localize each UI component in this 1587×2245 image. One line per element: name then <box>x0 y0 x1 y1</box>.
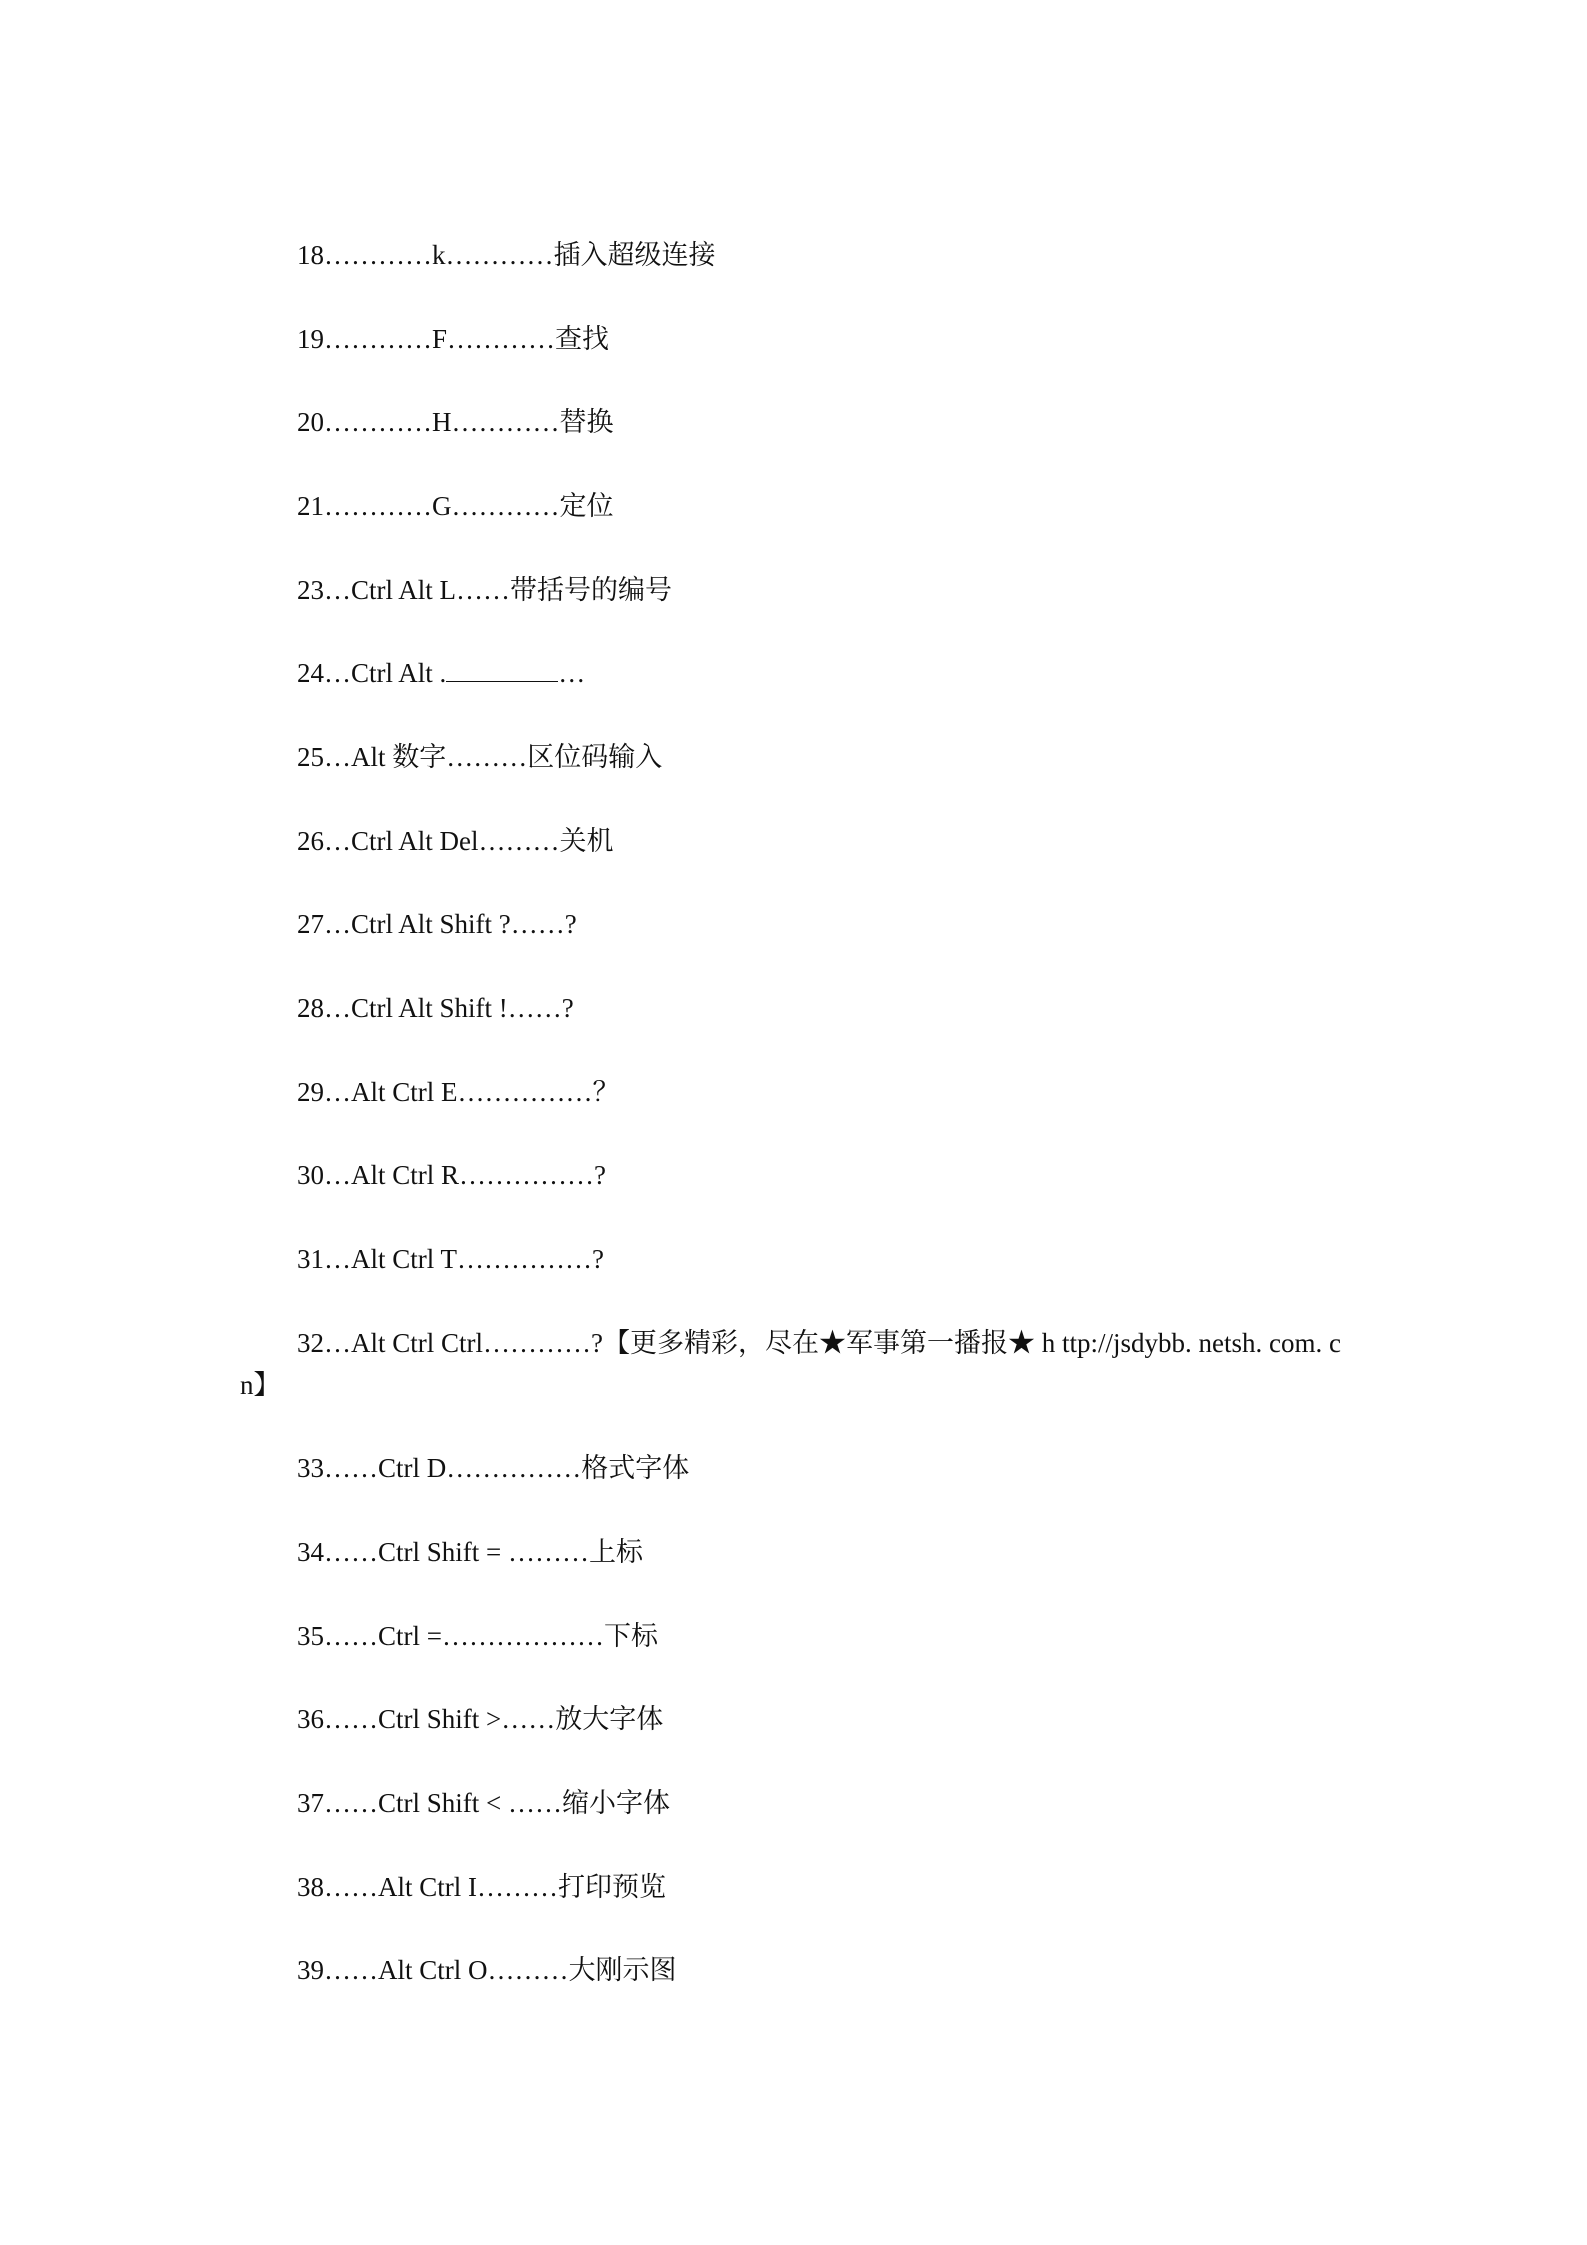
shortcut-line-36: 36……Ctrl Shift >……放大字体 <box>297 1704 664 1734</box>
shortcut-line-39: 39……Alt Ctrl O………大刚示图 <box>297 1955 677 1985</box>
shortcut-line-26: 26…Ctrl Alt Del………关机 <box>297 826 614 856</box>
shortcut-line-32-with-ad: 32…Alt Ctrl Ctrl…………?【更多精彩，尽在★军事第一播报★ h ttp://jsdybb. netsh. com. cn】 <box>240 1328 1341 1400</box>
shortcut-line-38: 38……Alt Ctrl I………打印预览 <box>297 1872 666 1902</box>
shortcut-line-18: 18…………k…………插入超级连接 <box>297 240 716 270</box>
shortcut-line-29: 29…Alt Ctrl E……………？ <box>297 1077 620 1107</box>
shortcut-line-24 <box>240 652 1360 694</box>
shortcut-line-20: 20…………H…………替换 <box>297 407 614 437</box>
shortcut-line-31: 31…Alt Ctrl T……………? <box>297 1244 604 1274</box>
shortcut-line-24-prefix: 24…Ctrl Alt . <box>297 658 447 688</box>
shortcut-line-24-suffix: … <box>558 658 586 688</box>
shortcut-line-34: 34……Ctrl Shift = ………上标 <box>297 1537 643 1567</box>
shortcut-line-35: 35……Ctrl =………………下标 <box>297 1621 658 1651</box>
shortcut-line-37: 37……Ctrl Shift < ……缩小字体 <box>297 1788 670 1818</box>
shortcut-line-21: 21…………G…………定位 <box>297 491 614 521</box>
shortcut-line-30: 30…Alt Ctrl R……………? <box>297 1160 606 1190</box>
shortcut-line-28: 28…Ctrl Alt Shift !……? <box>297 993 574 1023</box>
fill-in-blank <box>446 659 558 682</box>
shortcut-line-19: 19…………F…………查找 <box>297 324 610 354</box>
shortcut-line-27: 27…Ctrl Alt Shift ?……? <box>297 909 577 939</box>
shortcut-line-25: 25…Alt 数字………区位码输入 <box>297 742 663 772</box>
shortcut-line-33: 33……Ctrl D……………格式字体 <box>297 1453 690 1483</box>
shortcut-line-23: 23…Ctrl Alt L……带括号的编号 <box>297 575 673 605</box>
